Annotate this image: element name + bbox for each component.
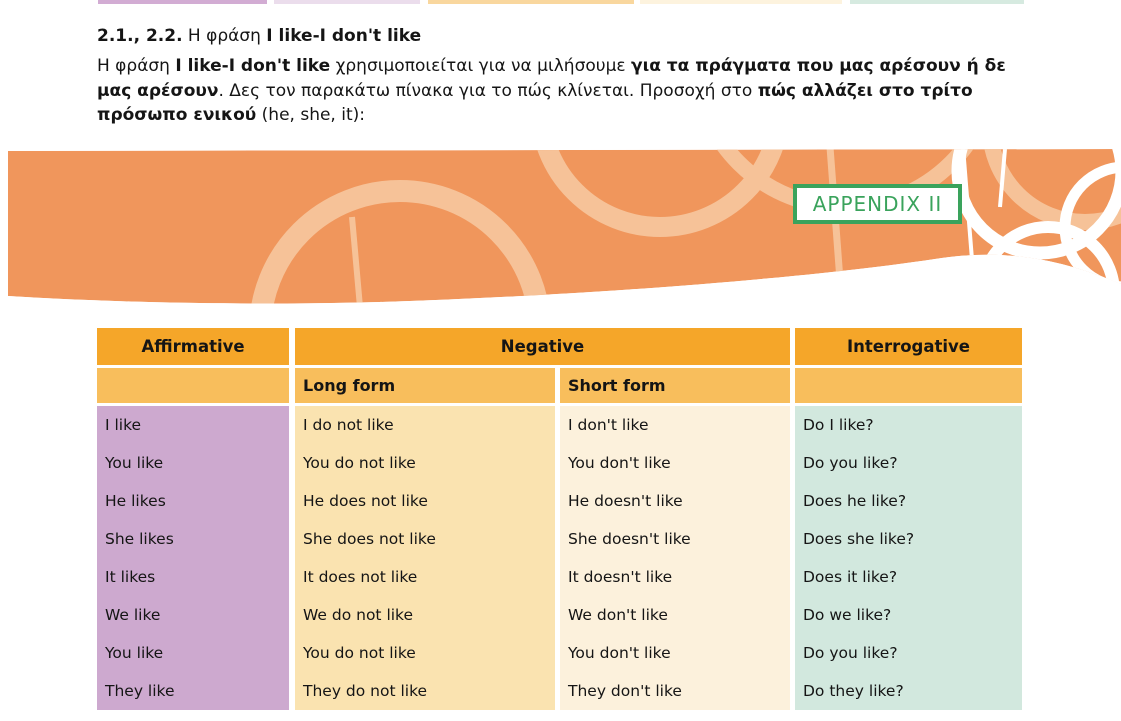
table-cell: I don't like xyxy=(568,416,649,434)
table-remnant-strip xyxy=(428,0,634,4)
table-cell: It doesn't like xyxy=(568,568,673,586)
interrogative-column xyxy=(795,406,1022,710)
section-heading xyxy=(97,24,1027,49)
table-remnant-strip xyxy=(274,0,420,4)
table-cell: We like xyxy=(105,606,161,624)
banner-svg xyxy=(0,147,1121,310)
short-form-header: Short form xyxy=(560,368,790,403)
table-cell: You like xyxy=(105,454,164,472)
bold-text-segment: για τα πράγματα που μας αρέσουν ή δε μας αρέσουν xyxy=(97,56,1006,101)
bold-text-segment: πώς αλλάζει στο τρίτο πρόσωπο ενικού xyxy=(97,80,973,126)
long-form-header: Long form xyxy=(295,368,555,403)
table-cell: You don't like xyxy=(568,644,671,662)
text-segment: χρησιμοποιείται για να μιλήσουμε xyxy=(330,56,631,76)
table-cell: You do not like xyxy=(303,644,416,662)
table-cell: I like xyxy=(105,416,142,434)
table-cell: Do you like? xyxy=(803,644,898,662)
bold-text-segment: I like-I don't like xyxy=(175,56,331,76)
negative-long-column xyxy=(295,406,555,710)
table-cell: Do we like? xyxy=(803,606,892,624)
table-cell: You do not like xyxy=(303,454,416,472)
table-cell: Does it like? xyxy=(803,568,898,586)
affirmative-column xyxy=(97,406,289,710)
bold-text-segment: 2.1., 2.2. xyxy=(97,26,183,46)
table-cell: He doesn't like xyxy=(568,492,683,510)
table-cell: You like xyxy=(105,644,164,662)
table-cell: Does he like? xyxy=(803,492,907,510)
text-segment: Η φράση xyxy=(182,26,267,46)
table-cell: It likes xyxy=(105,568,156,586)
interrogative-subheader-empty xyxy=(795,368,1022,403)
table-cell: He does not like xyxy=(303,492,428,510)
top-strips xyxy=(0,0,1121,5)
table-cell: She does not like xyxy=(303,530,436,548)
table-cell: I do not like xyxy=(303,416,394,434)
table-cell: We don't like xyxy=(568,606,668,624)
table-cell: We do not like xyxy=(303,606,414,624)
table-cell: He likes xyxy=(105,492,166,510)
bold-text-segment: I like-I don't like xyxy=(266,26,422,46)
table-cell: They do not like xyxy=(303,682,428,700)
table-cell: She likes xyxy=(105,530,174,548)
interrogative-header: Interrogative xyxy=(795,328,1022,365)
table-remnant-strip xyxy=(98,0,267,4)
affirmative-header: Affirmative xyxy=(97,328,289,365)
table-cell: Do you like? xyxy=(803,454,898,472)
text-segment: . Δες τον παρακάτω πίνακα για το πώς κλίνεται. Προσοχή στο xyxy=(218,80,758,101)
table-cell: It does not like xyxy=(303,568,418,586)
text-segment: (he, she, it): xyxy=(256,105,365,126)
negative-short-column xyxy=(560,406,790,710)
intro-block xyxy=(97,24,1027,128)
table-cell: Do they like? xyxy=(803,682,904,700)
text-segment: Η φράση xyxy=(97,56,176,76)
table-remnant-strip xyxy=(640,0,842,4)
banner-graphic xyxy=(0,147,1121,310)
intro-paragraph xyxy=(97,54,1027,128)
negative-header: Negative xyxy=(295,328,790,365)
appendix-badge: APPENDIX II xyxy=(793,184,962,224)
table-cell: They don't like xyxy=(568,682,682,700)
affirmative-subheader-empty xyxy=(97,368,289,403)
table-cell: They like xyxy=(105,682,175,700)
table-remnant-strip xyxy=(850,0,1024,4)
table-cell: She doesn't like xyxy=(568,530,691,548)
table-cell: You don't like xyxy=(568,454,671,472)
table-cell: Do I like? xyxy=(803,416,874,434)
table-cell: Does she like? xyxy=(803,530,915,548)
